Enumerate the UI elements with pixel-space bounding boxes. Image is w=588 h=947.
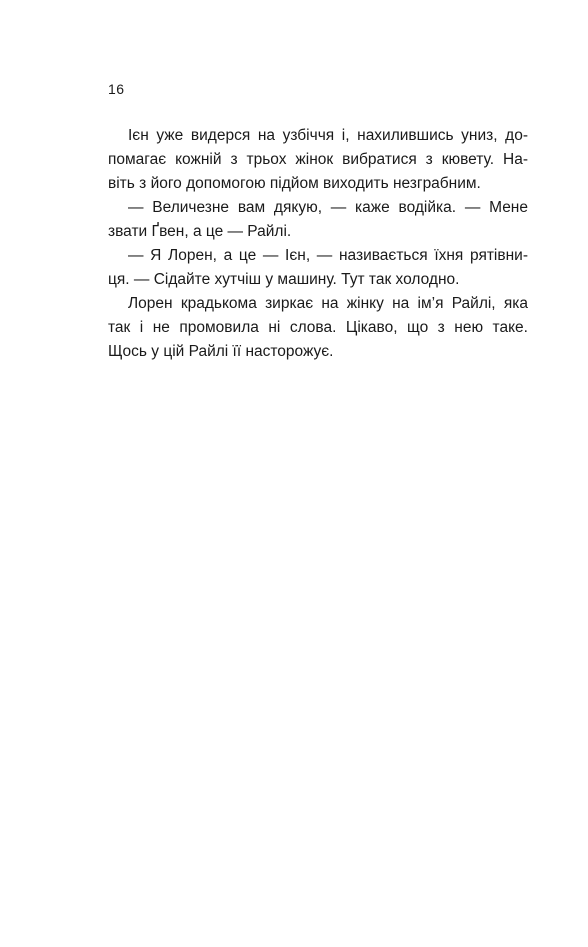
text-line: Лорен крадькома зиркає на жінку на ім’я Райлі, яка (128, 295, 528, 312)
text-line: звати Ґвен, а це — Райлі. (108, 223, 292, 240)
text-line: — Я Лорен, а це — Ієн, — називається їхня рятівни- (128, 247, 528, 264)
body-text (108, 124, 528, 364)
text-line: ця. — Сідайте хутчіш у машину. Тут так холодно. (108, 271, 460, 288)
text-line: — Величезне вам дякую, — каже водійка. — Мене (128, 199, 528, 216)
text-line: Щось у цій Райлі її насторожує. (108, 343, 334, 360)
text-line: помагає кожній з трьох жінок вибратися з кювету. На- (108, 151, 528, 168)
page-number: 16 (108, 81, 125, 97)
text-line: Ієн уже видерся на узбіччя і, нахилившись униз, до- (128, 127, 528, 144)
text-line: віть з його допомогою підйом виходить незграбним. (108, 175, 481, 192)
text-line: так і не промовила ні слова. Цікаво, що з нею таке. (108, 319, 528, 336)
